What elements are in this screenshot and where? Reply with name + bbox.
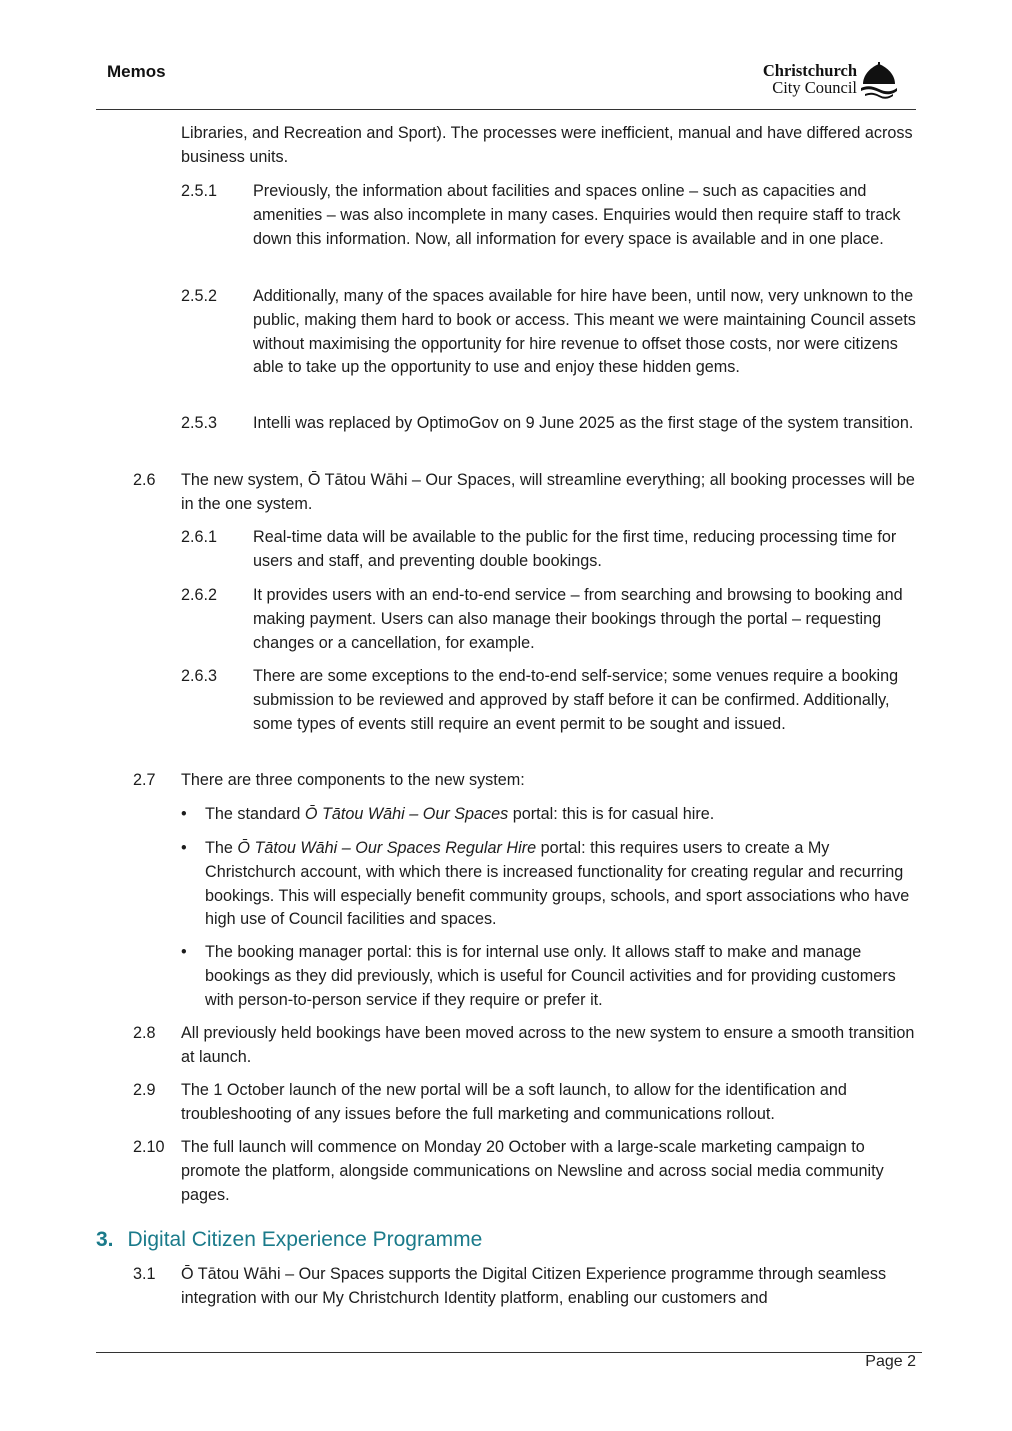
- bullet-item: The booking manager portal: this is for internal use only. It allows staff to make and manage bookings as they did previously, which is useful for Council activities and for providing customers with person-to-person service if they require or prefer it.: [205, 943, 896, 1009]
- page-number: Page 2: [865, 1353, 916, 1370]
- cathedral-logo-icon: [859, 62, 899, 100]
- item-number: 2.5.2: [181, 287, 218, 305]
- item-number: 2.7: [133, 771, 156, 789]
- item-text: All previously held bookings have been moved across to the new system to ensure a smooth transition at launch.: [181, 1024, 915, 1066]
- bullet-marker: •: [181, 805, 187, 823]
- item-number: 2.6.2: [181, 586, 218, 604]
- item-text: Additionally, many of the spaces available for hire have been, until now, very unknown to the public, making them hard to book or access. This meant we were maintaining Council assets without maximising the opportunity for hire revenue to offset those costs, nor were citizens able to take up the opportunity to use and enjoy these hidden gems.: [253, 287, 916, 377]
- item-text: The full launch will commence on Monday 20 October with a large-scale marketing campaign to promote the platform, alongside communications on Newsline and across social media community pages.: [181, 1138, 884, 1204]
- item-text: It provides users with an end-to-end service – from searching and browsing to booking and making payment. Users can also manage their bookings through the portal – requesting changes or a cancellation, for example.: [253, 586, 903, 652]
- item-number: 2.5.1: [181, 182, 218, 200]
- header-divider: [96, 109, 916, 110]
- header-title: Memos: [107, 62, 166, 81]
- section-heading: [96, 1228, 482, 1252]
- item-text: Ō Tātou Wāhi – Our Spaces supports the Digital Citizen Experience programme through seamless integration with our My Christchurch Identity platform, enabling our customers and: [181, 1265, 887, 1307]
- section-number: 3.: [96, 1228, 114, 1251]
- bullet-item: The Ō Tātou Wāhi – Our Spaces Regular Hire portal: this requires users to create a My Christchurch account, with which there is increased functionality for creating regular and recurring bookings. This will especially benefit community groups, schools, and sport associations who have high use of Council facilities and spaces.: [205, 839, 910, 929]
- item-text: The new system, Ō Tātou Wāhi – Our Spaces, will streamline everything; all booking processes will be in the one system.: [181, 471, 915, 513]
- item-number: 3.1: [133, 1265, 156, 1283]
- item-number: 2.5.3: [181, 414, 218, 432]
- footer-divider: [96, 1352, 922, 1353]
- item-number: 2.8: [133, 1024, 156, 1042]
- item-number: 2.6.1: [181, 528, 218, 546]
- item-number: 2.6.3: [181, 667, 218, 685]
- bullet-marker: •: [181, 839, 187, 857]
- section-title: Digital Citizen Experience Programme: [127, 1228, 483, 1251]
- council-logo: [745, 60, 905, 100]
- item-number: 2.10: [133, 1138, 165, 1156]
- item-text: Previously, the information about facilities and spaces online – such as capacities and amenities – was also incomplete in many cases. Enquiries would then require staff to track down this information. Now, all information for every space is available and in one place.: [253, 182, 901, 248]
- bullet-item: The standard Ō Tātou Wāhi – Our Spaces portal: this is for casual hire.: [205, 805, 715, 823]
- item-text: There are three components to the new system:: [181, 771, 525, 789]
- item-text: The 1 October launch of the new portal will be a soft launch, to allow for the identification and troubleshooting of any issues before the full marketing and communications rollout.: [181, 1081, 847, 1123]
- logo-line-1: Christchurch: [762, 61, 857, 80]
- bullet-marker: •: [181, 943, 187, 961]
- item-text: Intelli was replaced by OptimoGov on 9 June 2025 as the first stage of the system transition.: [253, 414, 914, 432]
- item-text: There are some exceptions to the end-to-end self-service; some venues require a booking submission to be reviewed and approved by staff before it can be confirmed. Additionally, some types of events still require an event permit to be sought and issued.: [253, 667, 899, 733]
- item-text: Real-time data will be available to the public for the first time, reducing processing time for users and staff, and preventing double bookings.: [253, 528, 897, 570]
- item-number: 2.9: [133, 1081, 156, 1099]
- logo-line-2: City Council: [772, 78, 857, 97]
- item-number: 2.6: [133, 471, 156, 489]
- intro-paragraph: Libraries, and Recreation and Sport). The processes were inefficient, manual and have differed across business units.: [181, 124, 913, 166]
